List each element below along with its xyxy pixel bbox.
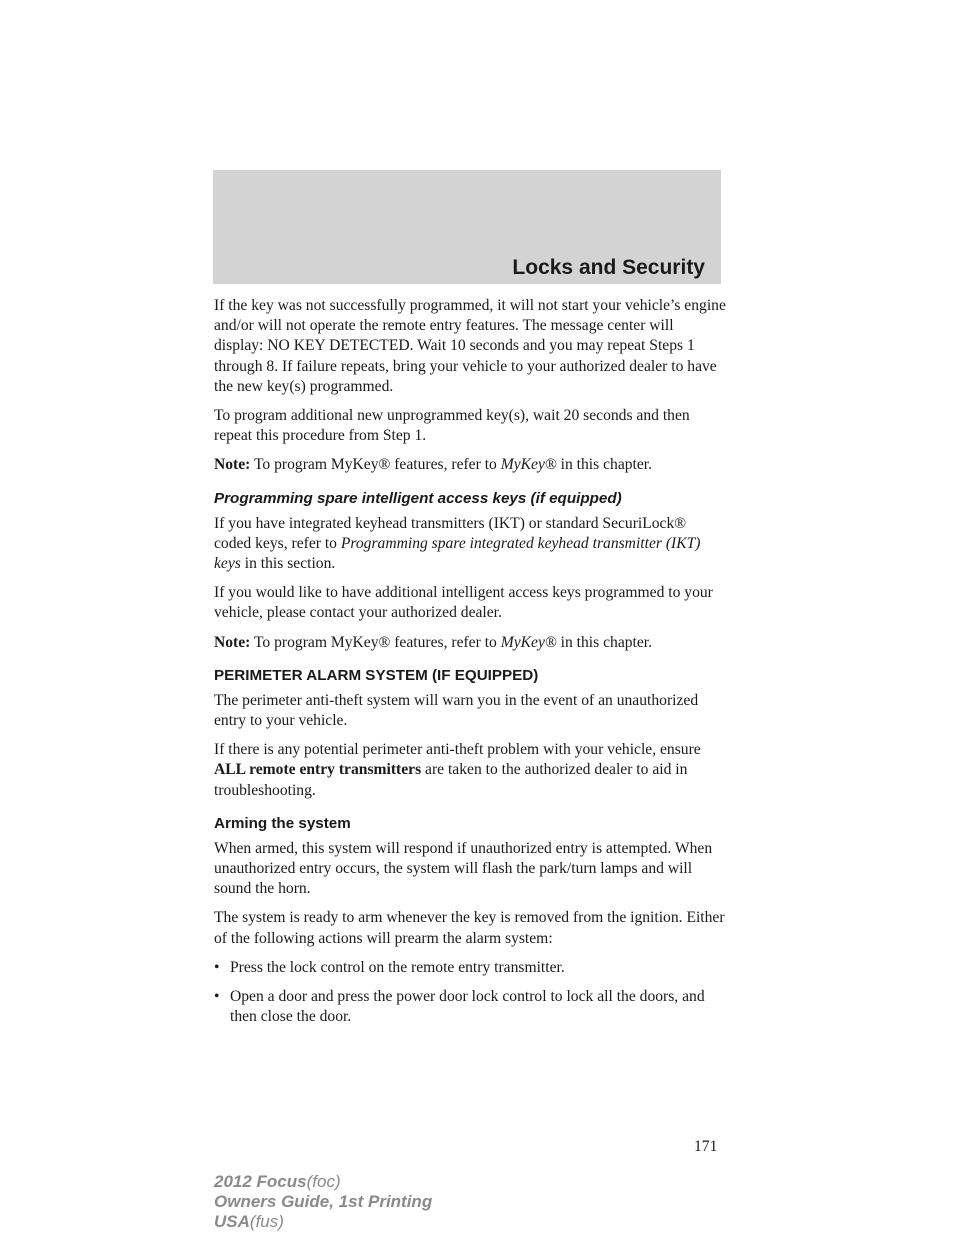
list-item-text: Open a door and press the power door lock control to lock all the doors, and then close the door. [230,988,705,1026]
ikt-reference: Programming spare integrated keyhead transmitter (IKT) keys [214,534,701,573]
page-content [214,296,726,1036]
troubleshooting-emphasis: ALL remote entry transmitters [214,761,422,779]
footer-line-market [214,1212,432,1232]
paragraph-contact-dealer: If you would like to have additional intelligent access keys programmed to your vehicle, please contact your authorized dealer. [214,584,713,622]
section-header-band [213,170,721,284]
paragraph-prearm: The system is ready to arm whenever the key is removed from the ignition. Either of the following actions will prearm the alarm system: [214,909,725,947]
heading-arming: Arming the system [214,814,351,832]
list-item-text: Press the lock control on the remote entry transmitter. [230,958,565,976]
footer-model-code: (foc) [306,1172,341,1191]
footer-model: 2012 Focus [214,1172,307,1191]
paragraph-additional-keys: To program additional new unprogrammed key(s), wait 20 seconds and then repeat this procedure from Step 1. [214,407,690,445]
ikt-text: If you have integrated keyhead transmitters (IKT) or standard SecuriLock® coded keys, refer to [214,514,687,552]
footer-line-model [214,1172,432,1192]
bullet-icon: • [214,988,220,1006]
paragraph-troubleshooting [214,740,726,801]
troubleshooting-text: If there is any potential perimeter anti-theft problem with your vehicle, ensure [214,741,701,759]
prearm-actions-list [214,958,726,1028]
list-item [214,958,726,978]
list-item [214,987,726,1027]
footer-market-code: (fus) [249,1212,284,1231]
paragraph-key-failure: If the key was not successfully programmed, it will not start your vehicle’s engine and/or will not operate the remote entry features. The message center will display: NO KEY DETECTED. Wait 10 seconds and you may repeat Steps 1 through 8. If failure repeats, bring your vehicle to your authorized dealer to have the new key(s) programmed. [214,297,726,395]
print-footer [214,1172,432,1232]
page-number: 171 [694,1138,718,1155]
note-reference: MyKey® [500,633,557,651]
ikt-text-end: in this section. [240,555,336,573]
note-text-end: in this chapter. [556,456,653,474]
note-mykey-1 [214,455,726,475]
paragraph-armed-behavior: When armed, this system will respond if unauthorized entry is attempted. When unauthorized entry occurs, the system will flash the park/turn lamps and will sound the horn. [214,839,713,898]
paragraph-ikt [214,514,726,575]
heading-perimeter-alarm: PERIMETER ALARM SYSTEM (IF EQUIPPED) [214,666,539,684]
note-text: To program MyKey® features, refer to [250,633,501,651]
note-text: To program MyKey® features, refer to [250,456,501,474]
note-reference: MyKey® [500,456,557,474]
note-label: Note: [214,456,251,474]
note-mykey-2 [214,633,726,653]
footer-market: USA [214,1212,250,1231]
heading-spare-keys: Programming spare intelligent access keys (if equipped) [214,489,622,507]
note-label: Note: [214,633,251,651]
section-title: Locks and Security [512,256,705,279]
footer-line-edition: Owners Guide, 1st Printing [214,1192,433,1211]
troubleshooting-text-end: are taken to the authorized dealer to aid in troubleshooting. [214,761,688,799]
bullet-icon: • [214,958,220,976]
note-text-end: in this chapter. [556,633,653,651]
paragraph-perimeter-intro: The perimeter anti-theft system will warn you in the event of an unauthorized entry to your vehicle. [214,691,699,730]
